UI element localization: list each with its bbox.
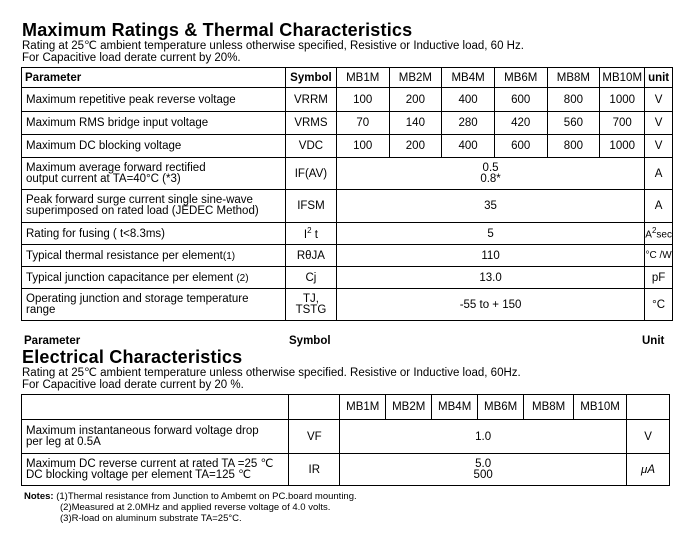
value-line2: 0.8* — [480, 172, 501, 185]
table-row — [22, 454, 670, 486]
row-value: 70 — [336, 112, 389, 135]
row-value: 280 — [442, 112, 495, 135]
header-mb1m: MB1M — [336, 68, 389, 88]
row-value: 100 — [336, 88, 389, 112]
table-row — [22, 112, 673, 135]
table-row — [22, 289, 673, 321]
param-text: Typical junction capacitance per element — [26, 271, 234, 284]
elec-title: Electrical Characteristics — [22, 347, 243, 367]
header-mb6m: MB6M — [494, 68, 547, 88]
row-symbol: Cj — [285, 267, 336, 289]
max-ratings-table — [21, 67, 673, 321]
table-row — [22, 190, 673, 223]
row-symbol: RθJA — [285, 245, 336, 267]
row-value: 800 — [547, 135, 600, 158]
table-row — [22, 158, 673, 190]
header-mb2m: MB2M — [389, 68, 442, 88]
notes-label: Notes: — [24, 491, 54, 502]
row-param — [22, 245, 286, 267]
row-value: 140 — [389, 112, 442, 135]
row-value: 600 — [494, 88, 547, 112]
row-unit: °C /W — [645, 245, 673, 267]
header-mb10m: MB10M — [574, 395, 627, 420]
row-unit: V — [645, 135, 673, 158]
row-value-merged: -55 to + 150 — [336, 289, 644, 321]
row-value-merged — [336, 158, 644, 190]
max-ratings-sub1: Rating at 25℃ ambient temperature unless otherwise specified, Resistive or Inductive load, 60 Hz. — [22, 40, 524, 52]
header-mb6m: MB6M — [478, 395, 524, 420]
row-symbol: VRMS — [285, 112, 336, 135]
row-param: Rating for fusing ( t<8.3ms) — [22, 223, 286, 245]
row-unit: V — [645, 88, 673, 112]
param-text: Typical thermal resistance per element — [26, 249, 223, 262]
row-value-merged: 5 — [336, 223, 644, 245]
header-mb8m: MB8M — [547, 68, 600, 88]
note-1: (1)Thermal resistance from Junction to Ambemt on PC.board mounting. — [53, 491, 357, 502]
elec-sub2: For Capacitive load derate current by 20 %. — [22, 379, 244, 391]
param-line2: superimposed on rated load (JEDEC Method) — [26, 205, 259, 217]
row-unit: μA — [627, 454, 670, 486]
row-symbol: VDC — [285, 135, 336, 158]
table-row — [22, 245, 673, 267]
table-row — [22, 223, 673, 245]
row-unit: A — [645, 158, 673, 190]
row-param — [22, 289, 286, 321]
row-param: Maximum DC blocking voltage — [22, 135, 286, 158]
header-blank — [22, 395, 289, 420]
row-value-merged — [340, 454, 627, 486]
footer-unit: Unit — [642, 335, 665, 347]
row-value: 200 — [389, 135, 442, 158]
row-value-merged: 13.0 — [336, 267, 644, 289]
symbol-end: t — [311, 228, 318, 241]
elec-sub1: Rating at 25℃ ambient temperature unless otherwise specified. Resistive or Inductive load, 60Hz. — [22, 367, 521, 379]
row-symbol: IF(AV) — [285, 158, 336, 190]
unit-sup: 2 — [651, 226, 657, 236]
row-unit: pF — [645, 267, 673, 289]
notes-line1 — [24, 491, 357, 502]
row-value: 1000 — [600, 88, 645, 112]
row-value: 600 — [494, 135, 547, 158]
header-mb1m: MB1M — [340, 395, 386, 420]
header-parameter: Parameter — [22, 68, 286, 88]
header-unit: unit — [645, 68, 673, 88]
max-header-row — [22, 68, 673, 88]
header-symbol: Symbol — [285, 68, 336, 88]
elec-header-row — [22, 395, 670, 420]
table-row — [22, 420, 670, 454]
row-param — [22, 267, 286, 289]
note-2: (2)Measured at 2.0MHz and applied reverse voltage of 4.0 volts. — [60, 502, 331, 513]
row-value: 420 — [494, 112, 547, 135]
row-value: 100 — [336, 135, 389, 158]
param-line1: Maximum DC reverse current at rated TA =25 ℃ — [26, 457, 274, 470]
row-value: 200 — [389, 88, 442, 112]
row-value: 700 — [600, 112, 645, 135]
header-mb10m: MB10M — [600, 68, 645, 88]
elec-table — [21, 394, 670, 486]
row-param — [22, 420, 289, 454]
row-value: 400 — [442, 88, 495, 112]
footer-parameter: Parameter — [24, 335, 81, 347]
row-unit: V — [627, 420, 670, 454]
param-line1: Maximum instantaneous forward voltage drop — [26, 424, 259, 437]
max-ratings-title: Maximum Ratings & Thermal Characteristics — [22, 20, 413, 40]
row-unit: A — [645, 190, 673, 223]
row-symbol — [285, 289, 336, 321]
symbol-sup: 2 — [307, 226, 312, 236]
param-line1: Peak forward surge current single sine-wave — [26, 194, 253, 206]
unit-end: sec — [656, 229, 672, 241]
param-line2: DC blocking voltage per element TA=125 ℃ — [26, 468, 252, 481]
param-line2: output current at TA=40°C (*3) — [26, 172, 181, 185]
value-line1: 0.5 — [482, 161, 499, 174]
header-blank — [289, 395, 340, 420]
row-value: 800 — [547, 88, 600, 112]
row-unit: °C — [645, 289, 673, 321]
row-value-merged: 110 — [336, 245, 644, 267]
symbol-line1: TJ, — [302, 292, 319, 305]
row-value: 400 — [442, 135, 495, 158]
table-row — [22, 88, 673, 112]
header-mb2m: MB2M — [386, 395, 432, 420]
row-symbol: IR — [289, 454, 340, 486]
header-blank — [627, 395, 670, 420]
header-mb4m: MB4M — [432, 395, 478, 420]
param-note: (2) — [236, 272, 249, 284]
symbol-line2: TSTG — [295, 303, 327, 316]
value-line1: 5.0 — [475, 457, 492, 470]
param-line1: Maximum average forward rectified — [26, 161, 206, 174]
header-mb4m: MB4M — [442, 68, 495, 88]
row-value-merged: 1.0 — [340, 420, 627, 454]
table-row — [22, 267, 673, 289]
row-symbol: IFSM — [285, 190, 336, 223]
param-note: (1) — [222, 250, 236, 262]
max-ratings-sub2: For Capacitive load derate current by 20%. — [22, 52, 241, 64]
value-line2: 500 — [473, 468, 493, 481]
footer-symbol: Symbol — [289, 335, 331, 347]
symbol-base: I — [303, 228, 308, 241]
param-line2: per leg at 0.5A — [26, 435, 101, 448]
table-row — [22, 135, 673, 158]
row-param — [22, 158, 286, 190]
row-symbol — [285, 223, 336, 245]
row-unit: V — [645, 112, 673, 135]
row-param: Maximum repetitive peak reverse voltage — [22, 88, 286, 112]
row-param: Maximum RMS bridge input voltage — [22, 112, 286, 135]
row-param — [22, 454, 289, 486]
row-symbol: VF — [289, 420, 340, 454]
row-value: 1000 — [600, 135, 645, 158]
param-line1: Operating junction and storage temperature — [26, 292, 249, 305]
row-value-merged: 35 — [336, 190, 644, 223]
unit-base: A — [645, 229, 652, 241]
row-value: 560 — [547, 112, 600, 135]
row-symbol: VRRM — [285, 88, 336, 112]
param-line2: range — [26, 303, 56, 316]
note-3: (3)R-load on aluminum substrate TA=25°C. — [60, 513, 242, 524]
header-mb8m: MB8M — [524, 395, 574, 420]
row-unit — [645, 223, 673, 245]
row-param — [22, 190, 286, 223]
